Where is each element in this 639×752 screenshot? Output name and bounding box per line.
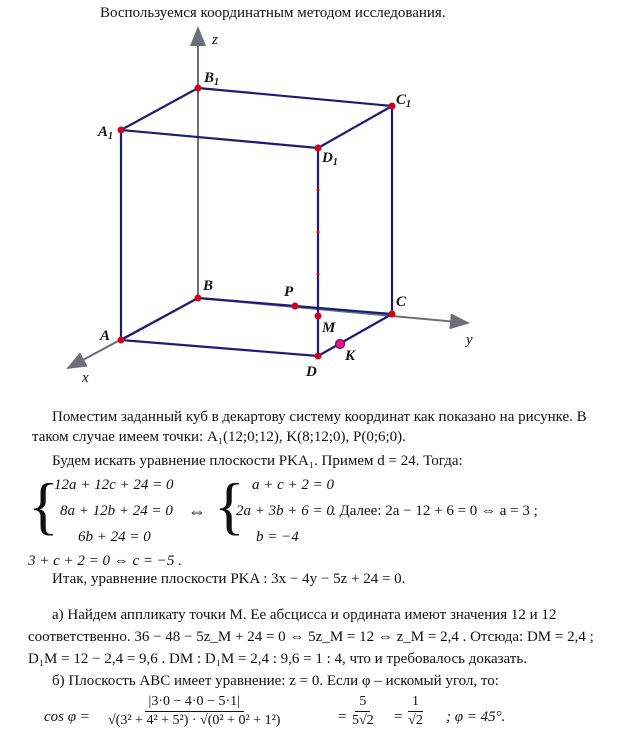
system2-brace: {: [214, 470, 245, 541]
svg-text:B1: [203, 70, 219, 88]
cos-fraction: [108, 694, 280, 729]
intro-text: Воспользуемся координатным методом исследования.: [100, 5, 446, 21]
line-c-value: 3 + c + 2 = 0 ⇔ c = −5 .: [28, 553, 182, 569]
fraction-1-over: [408, 694, 423, 729]
label-b1: B: [204, 70, 215, 86]
system1-brace: {: [28, 470, 59, 541]
sys1-eq3: 6b + 24 = 0: [78, 529, 151, 545]
cos-numerator: |3·0 − 4·0 − 5·1|: [145, 694, 244, 712]
cos-lhs: cos φ =: [44, 709, 90, 725]
cos-denominator: √(3² + 4² + 5²) · √(0² + 0² + 1²): [108, 713, 281, 728]
svg-text:D1: [321, 150, 338, 168]
label-c1-sub: 1: [406, 99, 412, 110]
fraction-5-num: 5: [355, 694, 370, 712]
fraction-5-den: 5√2: [352, 713, 374, 728]
label-m: M: [322, 320, 336, 336]
sys2-eq1: a + c + 2 = 0: [252, 477, 335, 493]
edge-a1-b1: [121, 88, 198, 130]
line-cube-coords: Поместим заданный куб в декартову систему координат как показано на рисунке. В: [52, 409, 587, 425]
line-part-a-2: соответственно. 36 − 48 − 5z_M + 24 = 0 ⇔ 5z_M = 12 ⇔ z_M = 2,4 . Отсюда: DM = 2,4 ;: [28, 629, 594, 645]
eq-sign-2: =: [394, 709, 403, 725]
axis-label-x: x: [82, 370, 89, 386]
label-b: B: [203, 278, 214, 294]
point-a1: [118, 127, 125, 134]
edge-d1-a1: [121, 130, 318, 148]
label-d1: D: [322, 150, 333, 166]
line-further: . Далее: 2a − 12 + 6 = 0 ⇔ a = 3 ;: [332, 503, 538, 519]
point-d: [315, 353, 322, 360]
label-k: K: [345, 348, 356, 364]
fraction-5-over: [352, 694, 374, 729]
label-p: P: [284, 284, 294, 300]
eq-sign-1: =: [338, 709, 347, 725]
point-a: [118, 337, 125, 344]
sys1-eq2: 8a + 12b + 24 = 0: [60, 503, 173, 519]
point-c: [389, 311, 396, 318]
label-d1-sub: 1: [332, 157, 338, 168]
point-m: [315, 313, 322, 320]
edge-c1-d1: [318, 106, 392, 148]
point-k: [336, 340, 345, 349]
label-c1: C: [396, 92, 407, 108]
axis-label-z: z: [212, 32, 218, 48]
label-a1: A: [98, 124, 109, 140]
angle-result: ; φ = 45°.: [446, 709, 506, 725]
axis-label-y: y: [466, 332, 473, 348]
fraction-1-den: √2: [408, 713, 423, 728]
point-b: [195, 295, 202, 302]
sys1-eq1: 12a + 12c + 24 = 0: [54, 477, 174, 493]
fraction-1-num: 1: [408, 694, 423, 712]
line-points: таком случае имеем точки: A₁(12;0;12), K(8;12;0), P(0;6;0).: [32, 429, 406, 445]
point-c1: [389, 103, 396, 110]
edge-a-d: [121, 340, 318, 356]
equiv-sign-1: ⇔: [188, 501, 206, 521]
line-plane-search: Будем искать уравнение плоскости PKA₁. Примем d = 24. Тогда:: [52, 453, 463, 469]
point-b1: [195, 85, 202, 92]
label-a: A: [100, 328, 111, 344]
edge-a-b: [121, 298, 198, 340]
label-d: D: [306, 364, 317, 380]
point-p: [292, 303, 299, 310]
edge-b1-c1: [198, 88, 392, 106]
line-part-a-1: а) Найдем аппликату точки M. Ее абсцисса и ордината имеют значения 12 и 12: [52, 607, 557, 623]
point-d1: [315, 145, 322, 152]
label-c: C: [396, 294, 407, 310]
svg-text:C1: [396, 92, 411, 110]
line-plane-equation: Итак, уравнение плоскости PKA : 3x − 4y − 5z + 24 = 0.: [52, 571, 406, 587]
sys2-eq2: 2a + 3b + 6 = 0: [236, 503, 334, 519]
sys2-eq3: b = −4: [256, 529, 299, 545]
svg-text:A1: [97, 124, 113, 142]
label-b1-sub: 1: [214, 77, 220, 88]
line-part-b-1: б) Плоскость ABC имеет уравнение: z = 0. Если φ – искомый угол, то:: [52, 673, 499, 689]
label-a1-sub: 1: [108, 131, 114, 142]
line-part-a-3: D₁M = 12 − 2,4 = 9,6 . DM : D₁M = 2,4 : 9,6 = 1 : 4, что и требовалось доказать.: [28, 651, 527, 667]
